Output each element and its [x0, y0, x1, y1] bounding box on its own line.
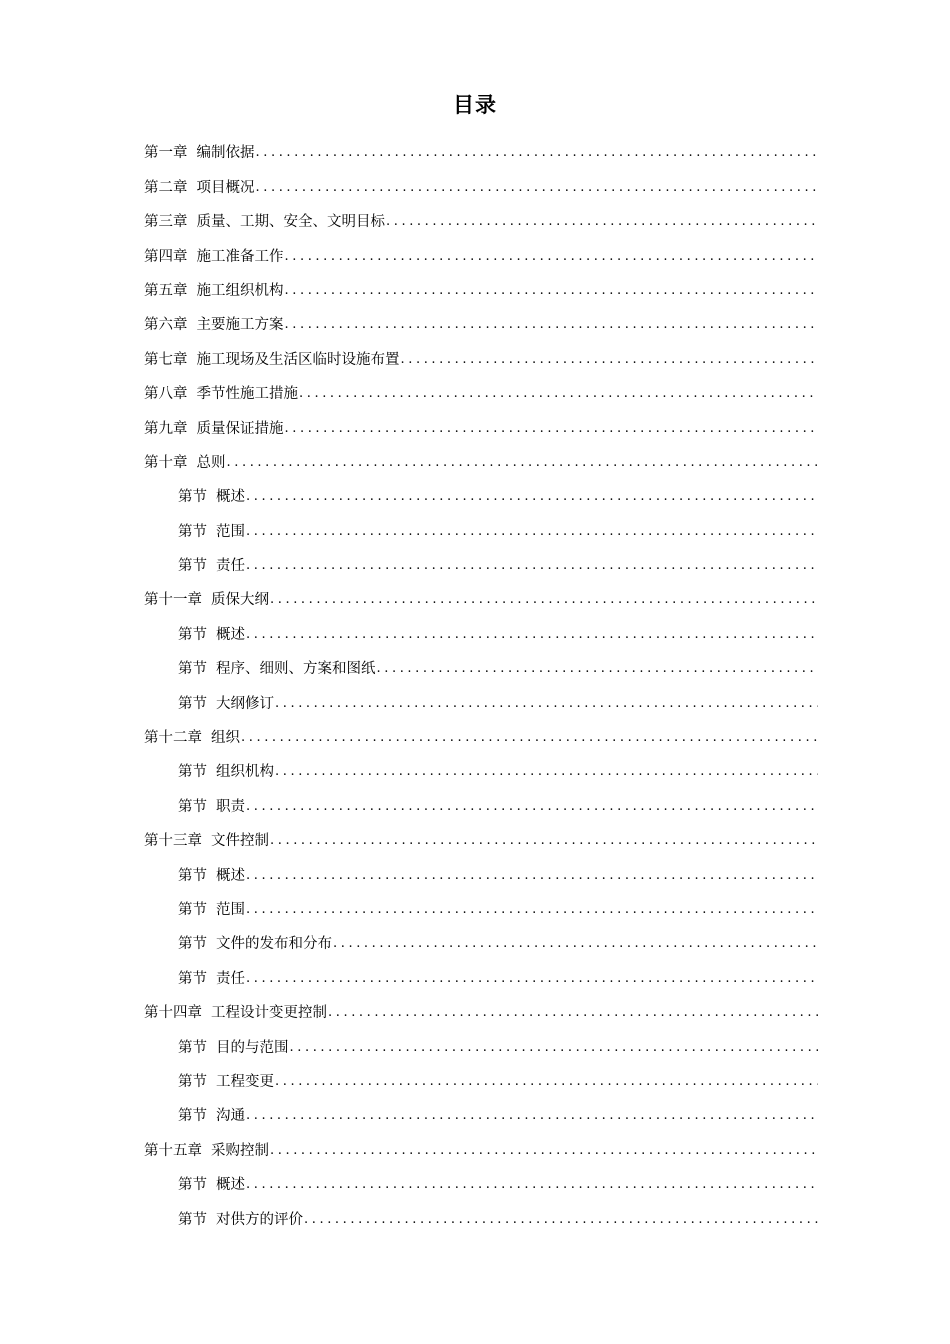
toc-chapter-entry[interactable]: [144, 197, 818, 231]
toc-entry-number: 第五章: [144, 282, 188, 299]
toc-entry-title: 对供方的评价: [216, 1211, 303, 1228]
toc-entry-number: 第三章: [144, 214, 188, 231]
toc-chapter-entry[interactable]: [144, 1125, 818, 1159]
toc-entry-number: 第节: [178, 1108, 207, 1125]
toc-entry-title: 沟通: [216, 1108, 245, 1125]
toc-entry-title: 项目概况: [196, 179, 255, 196]
toc-entry-title: 质量保证措施: [196, 420, 284, 437]
page-title: 目录: [453, 93, 497, 117]
toc-entry-number: 第节: [178, 558, 207, 575]
toc-section-entry[interactable]: [144, 1022, 818, 1056]
toc-entry-title: 施工现场及生活区临时设施布置: [196, 351, 400, 368]
toc-dot-leader: [246, 798, 818, 816]
toc-entry-number: 第节: [178, 695, 207, 712]
toc-chapter-entry[interactable]: [144, 438, 818, 472]
toc-dot-leader: [256, 144, 819, 162]
toc-chapter-entry[interactable]: [144, 988, 818, 1022]
toc-dot-leader: [246, 523, 818, 541]
toc-dot-leader: [275, 1073, 818, 1091]
toc-dot-leader: [246, 1176, 818, 1194]
toc-dot-leader: [275, 695, 818, 713]
toc-entry-title: 概述: [216, 867, 245, 884]
toc-dot-leader: [275, 763, 818, 781]
toc-entry-title: 职责: [216, 798, 245, 815]
toc-entry-title: 程序、细则、方案和图纸: [216, 661, 376, 678]
toc-entry-number: 第节: [178, 626, 207, 643]
toc-chapter-entry[interactable]: [144, 403, 818, 437]
toc-entry-title: 组织: [211, 730, 240, 747]
toc-entry-title: 范围: [216, 523, 245, 540]
toc-dot-leader: [304, 1211, 818, 1229]
toc-entry-title: 文件控制: [211, 833, 269, 850]
toc-dot-leader: [270, 1142, 818, 1160]
toc-dot-leader: [377, 660, 819, 678]
toc-entry-number: 第节: [178, 1177, 207, 1194]
toc-section-entry[interactable]: [144, 1194, 818, 1228]
toc-entry-number: 第节: [178, 523, 207, 540]
toc-dot-leader: [299, 385, 818, 403]
toc-section-entry[interactable]: [144, 1091, 818, 1125]
toc-section-entry[interactable]: [144, 644, 818, 678]
toc-entry-number: 第节: [178, 1039, 207, 1056]
toc-chapter-entry[interactable]: [144, 266, 818, 300]
toc-entry-title: 采购控制: [211, 1142, 269, 1159]
toc-entry-title: 质保大纲: [211, 592, 269, 609]
toc-dot-leader: [256, 179, 819, 197]
toc-chapter-entry[interactable]: [144, 300, 818, 334]
toc-dot-leader: [246, 867, 818, 885]
toc-dot-leader: [246, 970, 818, 988]
toc-entry-title: 编制依据: [196, 145, 255, 162]
toc-chapter-entry[interactable]: [144, 575, 818, 609]
toc-chapter-entry[interactable]: [144, 162, 818, 196]
toc-chapter-entry[interactable]: [144, 369, 818, 403]
toc-entry-title: 总则: [196, 454, 226, 471]
toc-section-entry[interactable]: [144, 781, 818, 815]
toc-entry-number: 第九章: [144, 420, 188, 437]
toc-dot-leader: [270, 591, 818, 609]
toc-entry-title: 责任: [216, 970, 245, 987]
toc-entry-number: 第八章: [144, 386, 188, 403]
toc-dot-leader: [285, 248, 819, 266]
toc-section-entry[interactable]: [144, 953, 818, 987]
toc-entry-number: 第节: [178, 798, 207, 815]
toc-entry-title: 概述: [216, 626, 245, 643]
toc-entry-title: 质量、工期、安全、文明目标: [196, 214, 385, 231]
toc-entry-number: 第节: [178, 1211, 207, 1228]
toc-dot-leader: [246, 557, 818, 575]
toc-entry-number: 第十五章: [144, 1142, 202, 1159]
toc-dot-leader: [241, 729, 818, 747]
toc-entry-number: 第六章: [144, 317, 188, 334]
toc-dot-leader: [246, 488, 818, 506]
toc-entry-title: 季节性施工措施: [196, 386, 298, 403]
toc-chapter-entry[interactable]: [144, 231, 818, 265]
toc-section-entry[interactable]: [144, 850, 818, 884]
toc-section-entry[interactable]: [144, 1057, 818, 1091]
toc-section-entry[interactable]: [144, 1160, 818, 1194]
toc-entry-number: 第四章: [144, 248, 188, 265]
toc-dot-leader: [328, 1004, 818, 1022]
toc-entry-number: 第节: [178, 489, 207, 506]
table-of-contents: [144, 128, 818, 1229]
toc-entry-number: 第二章: [144, 179, 188, 196]
toc-entry-title: 施工组织机构: [196, 282, 284, 299]
toc-entry-title: 概述: [216, 1177, 245, 1194]
toc-dot-leader: [270, 832, 818, 850]
toc-section-entry[interactable]: [144, 885, 818, 919]
toc-entry-number: 第十章: [144, 454, 188, 471]
toc-entry-title: 工程设计变更控制: [211, 1005, 327, 1022]
toc-dot-leader: [246, 901, 818, 919]
toc-entry-title: 文件的发布和分布: [216, 936, 332, 953]
toc-entry-title: 施工准备工作: [196, 248, 284, 265]
toc-section-entry[interactable]: [144, 919, 818, 953]
toc-section-entry[interactable]: [144, 747, 818, 781]
toc-section-entry[interactable]: [144, 506, 818, 540]
toc-entry-title: 组织机构: [216, 764, 274, 781]
toc-section-entry[interactable]: [144, 472, 818, 506]
toc-dot-leader: [401, 351, 819, 369]
toc-dot-leader: [333, 935, 818, 953]
toc-entry-number: 第七章: [144, 351, 188, 368]
toc-entry-number: 第十二章: [144, 730, 202, 747]
toc-entry-number: 第节: [178, 936, 207, 953]
toc-dot-leader: [290, 1039, 819, 1057]
toc-entry-title: 主要施工方案: [196, 317, 284, 334]
toc-dot-leader: [386, 213, 818, 231]
toc-entry-title: 目的与范围: [216, 1039, 289, 1056]
toc-entry-title: 责任: [216, 558, 245, 575]
toc-chapter-entry[interactable]: [144, 713, 818, 747]
toc-dot-leader: [246, 626, 818, 644]
toc-entry-number: 第节: [178, 970, 207, 987]
toc-dot-leader: [227, 454, 819, 472]
toc-entry-number: 第节: [178, 661, 207, 678]
toc-entry-number: 第一章: [144, 145, 188, 162]
toc-chapter-entry[interactable]: [144, 334, 818, 368]
toc-entry-number: 第十四章: [144, 1005, 202, 1022]
toc-entry-title: 概述: [216, 489, 245, 506]
toc-entry-number: 第节: [178, 867, 207, 884]
toc-dot-leader: [285, 282, 819, 300]
toc-entry-title: 范围: [216, 901, 245, 918]
toc-dot-leader: [246, 1107, 818, 1125]
toc-entry-title: 大纲修订: [216, 695, 274, 712]
toc-entry-number: 第节: [178, 764, 207, 781]
toc-entry-number: 第节: [178, 1073, 207, 1090]
toc-dot-leader: [285, 316, 819, 334]
toc-dot-leader: [285, 420, 819, 438]
toc-section-entry[interactable]: [144, 609, 818, 643]
toc-section-entry[interactable]: [144, 541, 818, 575]
toc-entry-title: 工程变更: [216, 1073, 274, 1090]
toc-chapter-entry[interactable]: [144, 816, 818, 850]
toc-chapter-entry[interactable]: [144, 128, 818, 162]
toc-entry-number: 第节: [178, 901, 207, 918]
toc-section-entry[interactable]: [144, 678, 818, 712]
toc-entry-number: 第十三章: [144, 833, 202, 850]
toc-entry-number: 第十一章: [144, 592, 202, 609]
